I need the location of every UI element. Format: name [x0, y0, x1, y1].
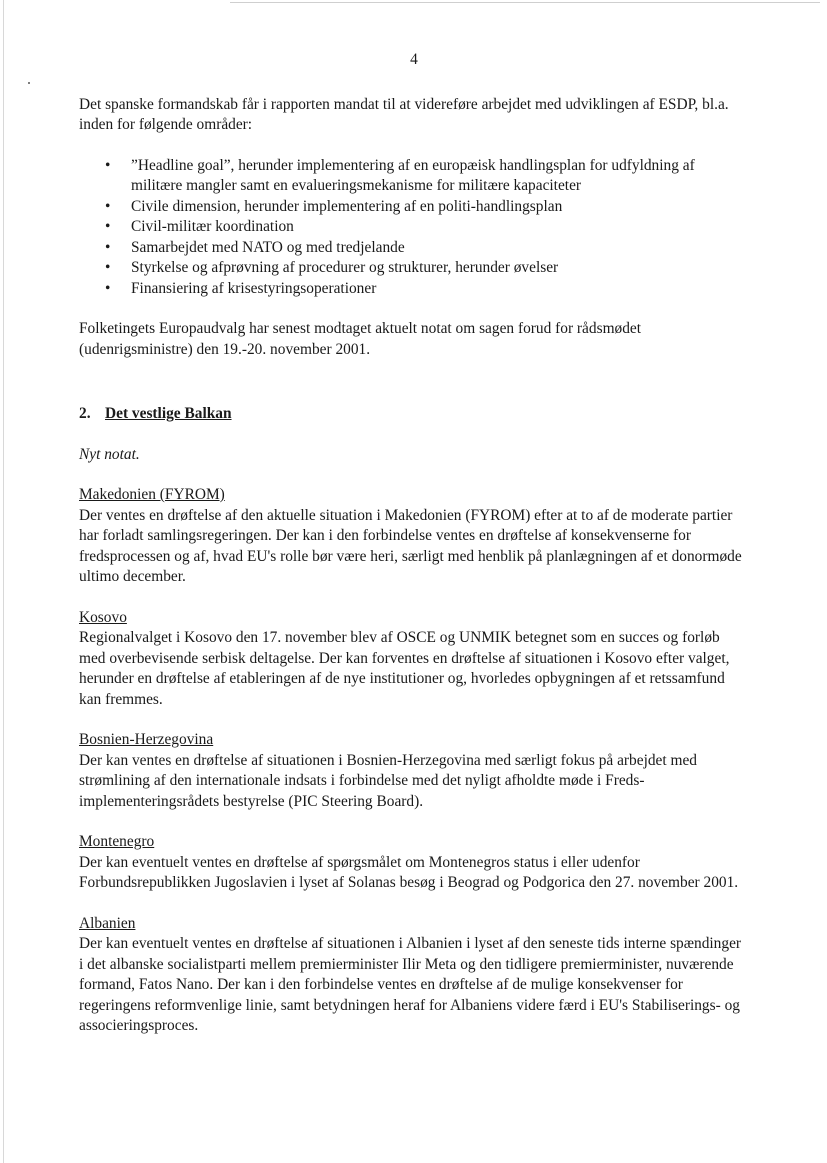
bullet-glyph: •	[105, 259, 111, 276]
list-item	[79, 279, 749, 300]
list-item-text: Finansiering af krisestyringsoperationer	[131, 279, 377, 297]
list-item-text: ”Headline goal”, herunder implementering af en europæisk handlingsplan for udfyldning af militære mangler samt en evalueringsmekanisme for militære kapaciteter	[131, 156, 695, 194]
bullet-glyph: •	[105, 218, 111, 235]
subsection-text-makedonien: Der ventes en drøftelse af den aktuelle situation i Makedonien (FYROM) efter at to af de moderate partier har forladt samlingsregeringen. Der kan i den forbindelse ventes en drøftelse af konsekvenserne for fredsprocessen og af, hvad EU's rolle bør være heri, særligt med henblik på planlægningen af et donormøde ultimo december.	[79, 506, 742, 585]
subsection-heading-albanien: Albanien	[79, 914, 136, 932]
section-title	[79, 404, 749, 425]
section-note: Nyt notat.	[79, 445, 140, 463]
page-content	[79, 50, 749, 1037]
bullet-glyph: •	[105, 197, 111, 215]
scan-edge-line	[230, 2, 820, 3]
bullet-glyph: •	[105, 156, 111, 174]
scan-speck	[28, 82, 30, 84]
list-item	[79, 156, 749, 197]
list-item	[79, 217, 749, 238]
esdp-area-list	[79, 156, 749, 300]
list-item-text: Civil-militær koordination	[131, 218, 294, 235]
list-item	[79, 258, 749, 279]
subsection-heading-montenegro: Montenegro	[79, 833, 155, 850]
bullet-glyph: •	[105, 279, 111, 297]
list-item	[79, 238, 749, 259]
list-item-text: Civile dimension, herunder implementering af en politi-handlingsplan	[131, 197, 563, 215]
scan-margin-line	[3, 0, 4, 1163]
subsection-heading-bosnien: Bosnien-Herzegovina	[79, 731, 214, 748]
subsection-text-kosovo: Regionalvalget i Kosovo den 17. november blev af OSCE og UNMIK betegnet som en succes og forløb med overbevisende serbisk deltagelse. Der kan forventes en drøftelse af situationen i Kosovo efter valget, herunder en drøftelse af etableringen af de nye institutioner og, hvorledes opbygningen af et retssamfund kan fremmes.	[79, 629, 730, 708]
subsection-text-bosnien: Der kan ventes en drøftelse af situationen i Bosnien-Herzegovina med særligt fokus på arbejdet med strømlining af den internationale indsats i forbindelse med det nyligt afholdte møde i Freds-implementeringsrådets bestyrelse (PIC Steering Board).	[79, 751, 698, 810]
subsection-text-montenegro: Der kan eventuelt ventes en drøftelse af spørgsmålet om Montenegros status i eller udenfor Forbundsrepublikken Jugoslavien i lyset af Solanas besøg i Beograd og Podgorica den 27. november 2001.	[79, 853, 739, 891]
page-number: 4	[410, 51, 418, 68]
section-title-text: Det vestlige Balkan	[105, 405, 232, 422]
closing-paragraph: Folketingets Europaudvalg har senest modtaget aktuelt notat om sagen forud for rådsmødet (udenrigsministre) den 19.-20. november 2001.	[79, 320, 642, 358]
bullet-glyph: •	[105, 238, 111, 256]
list-item-text: Styrkelse og afprøvning af procedurer og strukturer, herunder øvelser	[131, 259, 559, 276]
subsection-text-albanien: Der kan eventuelt ventes en drøftelse af situationen i Albanien i lyset af den seneste tids interne spændinger i det albanske socialistparti mellem premierminister Ilir Meta og den tidligere premierminister, nuværende formand, Fatos Nano. Der kan i den forbindelse ventes en drøftelse af de mulige konsekvenser for regeringens reformvenlige linie, samt betydningen heraf for Albaniens videre færd i EU's Stabiliserings- og associeringsproces.	[79, 935, 742, 1034]
list-item	[79, 197, 749, 218]
intro-paragraph: Det spanske formandskab får i rapporten mandat til at videreføre arbejdet med udviklingen af ESDP, bl.a. inden for følgende områder:	[79, 95, 729, 133]
subsection-heading-kosovo: Kosovo	[79, 608, 127, 626]
section-number: 2.	[79, 405, 91, 422]
list-item-text: Samarbejdet med NATO og med tredjelande	[131, 238, 405, 256]
subsection-heading-makedonien: Makedonien (FYROM)	[79, 486, 225, 503]
